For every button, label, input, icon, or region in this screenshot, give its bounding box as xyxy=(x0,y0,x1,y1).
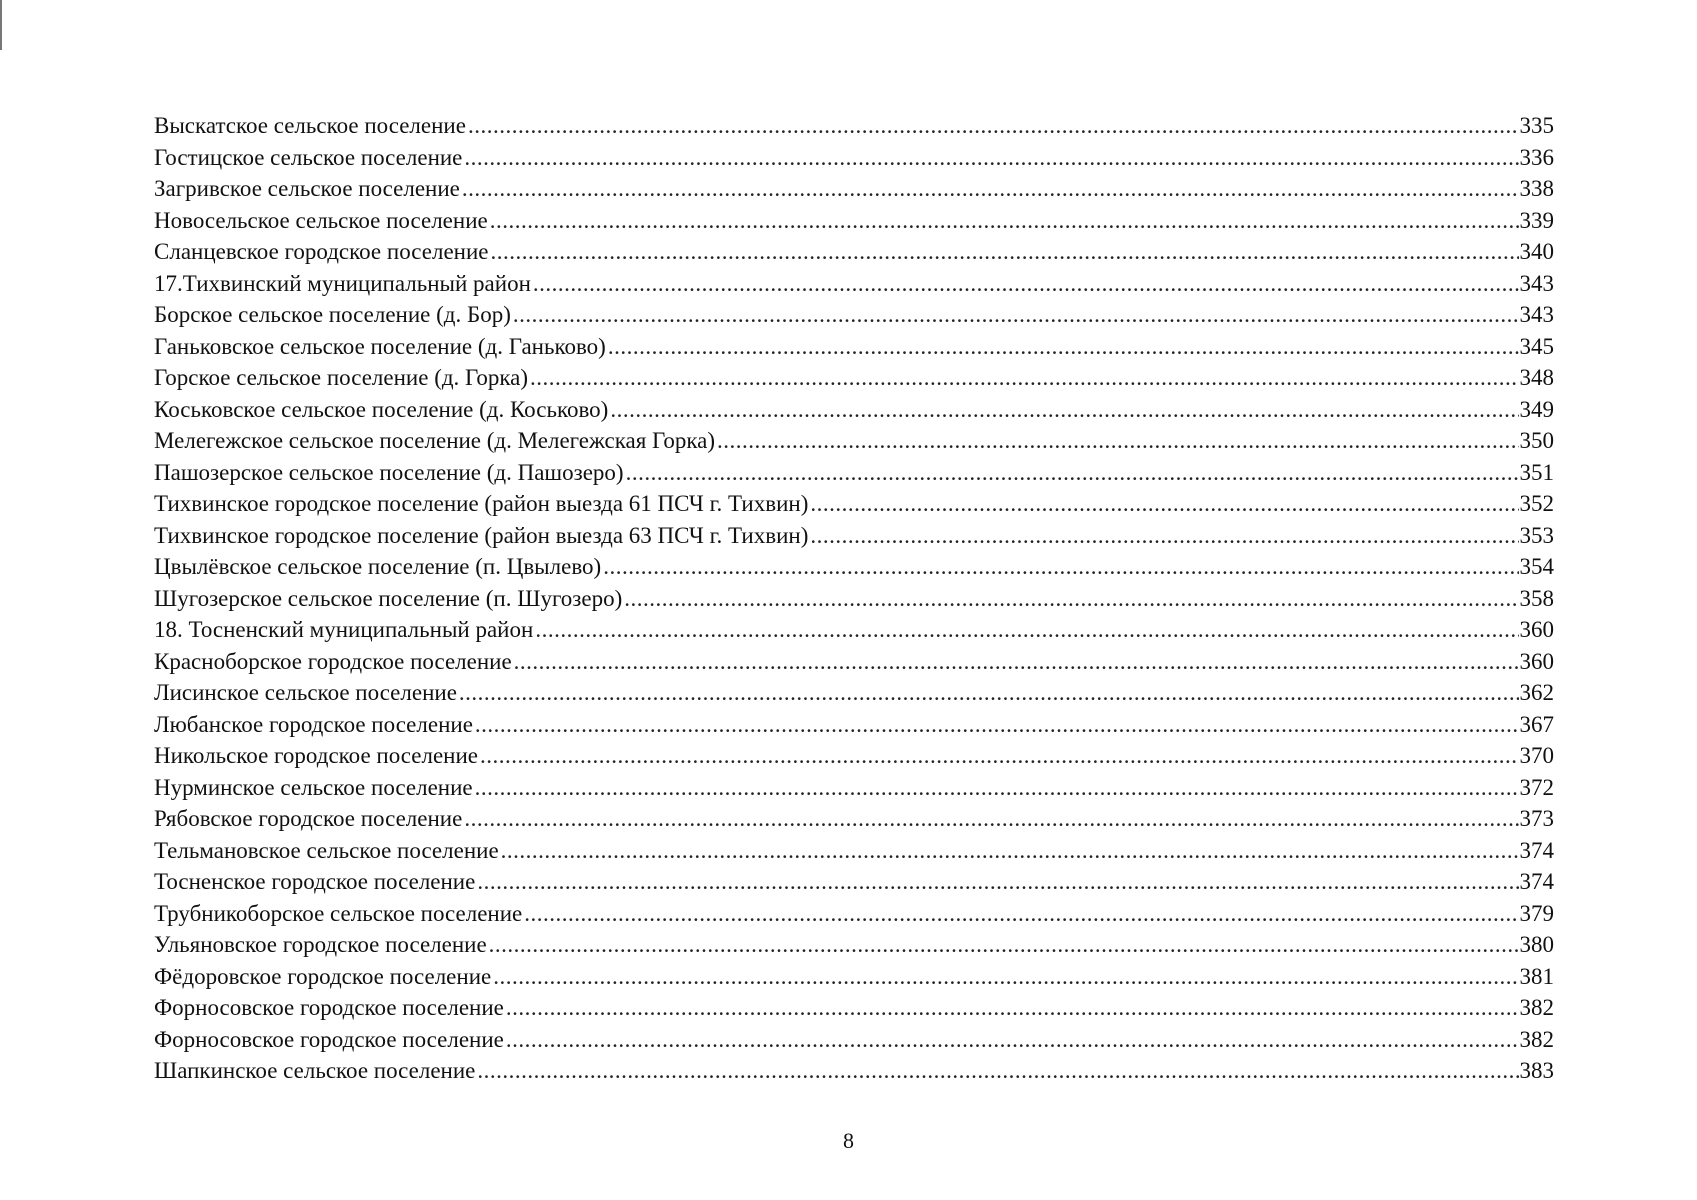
toc-dot-leader xyxy=(477,1055,1518,1087)
toc-entry[interactable] xyxy=(154,740,1554,772)
toc-entry[interactable] xyxy=(154,803,1554,835)
toc-entry-title: Никольское городское поселение xyxy=(154,743,478,768)
toc-dot-leader xyxy=(524,898,1518,930)
toc-entry-page-number: 379 xyxy=(1519,900,1554,926)
toc-entry-page-number: 367 xyxy=(1519,711,1554,737)
toc-entry-page-number: 340 xyxy=(1519,239,1554,264)
scan-edge-mark xyxy=(0,0,2,50)
toc-entry-title: Тихвинское городское поселение (район выезда 63 ПСЧ г. Тихвин) xyxy=(154,522,809,548)
toc-entry[interactable] xyxy=(154,898,1554,930)
toc-entry-title: Трубникоборское сельское поселение xyxy=(154,900,523,926)
toc-entry-page-number: 360 xyxy=(1519,648,1554,674)
toc-entry[interactable] xyxy=(154,614,1554,646)
toc-dot-leader xyxy=(506,1024,1519,1056)
toc-dot-leader xyxy=(810,520,1518,552)
toc-entry-title: Загривское сельское поселение xyxy=(154,176,460,201)
toc-dot-leader xyxy=(608,331,1519,363)
toc-dot-leader xyxy=(533,268,1519,300)
toc-entry-title: Коськовское сельское поселение (д. Коськово) xyxy=(154,396,609,422)
toc-dot-leader xyxy=(530,362,1518,394)
toc-entry-title: Фёдоровское городское поселение xyxy=(154,963,492,989)
toc-entry-title: Цвылёвское сельское поселение (п. Цвылево) xyxy=(154,554,602,579)
toc-entry-page-number: 370 xyxy=(1519,743,1554,768)
table-of-contents xyxy=(154,110,1554,1087)
toc-entry-title: Шапкинское сельское поселение xyxy=(154,1058,476,1083)
toc-dot-leader xyxy=(610,394,1518,426)
toc-entry-title: Борское сельское поселение (д. Бор) xyxy=(154,302,511,327)
toc-entry-title: Нурминское сельское поселение xyxy=(154,774,473,800)
toc-dot-leader xyxy=(464,803,1518,835)
page-number: 8 xyxy=(843,1128,854,1153)
toc-entry-title: Ганьковское сельское поселение (д. Ганьково) xyxy=(154,333,606,359)
toc-dot-leader xyxy=(624,583,1518,615)
toc-entry[interactable] xyxy=(154,961,1554,993)
toc-entry[interactable] xyxy=(154,709,1554,741)
toc-entry-page-number: 349 xyxy=(1519,396,1554,422)
toc-entry-title: Мелегежское сельское поселение (д. Мелегежская Горка) xyxy=(154,428,716,453)
toc-dot-leader xyxy=(475,772,1519,804)
toc-entry-page-number: 336 xyxy=(1519,144,1554,170)
toc-entry[interactable] xyxy=(154,992,1554,1024)
toc-entry-page-number: 372 xyxy=(1519,774,1554,800)
toc-dot-leader xyxy=(535,614,1518,646)
toc-entry[interactable] xyxy=(154,236,1554,268)
toc-entry-page-number: 380 xyxy=(1519,932,1554,957)
toc-entry-page-number: 374 xyxy=(1519,837,1554,863)
toc-entry[interactable] xyxy=(154,583,1554,615)
toc-dot-leader xyxy=(603,551,1518,583)
toc-dot-leader xyxy=(468,110,1519,142)
toc-entry-title: Гостицское сельское поселение xyxy=(154,144,463,170)
toc-entry[interactable] xyxy=(154,646,1554,678)
toc-entry-title: Выскатское сельское поселение xyxy=(154,113,466,138)
toc-entry[interactable] xyxy=(154,173,1554,205)
toc-dot-leader xyxy=(480,740,1519,772)
toc-dot-leader xyxy=(462,173,1519,205)
toc-dot-leader xyxy=(459,677,1519,709)
toc-entry-title: Шугозерское сельское поселение (п. Шугозеро) xyxy=(154,585,623,611)
toc-entry-title: Любанское городское поселение xyxy=(154,711,473,737)
toc-entry-title: Тихвинское городское поселение (район выезда 61 ПСЧ г. Тихвин) xyxy=(154,491,809,516)
toc-entry-page-number: 362 xyxy=(1519,680,1554,705)
toc-dot-leader xyxy=(489,929,1519,961)
toc-entry[interactable] xyxy=(154,866,1554,898)
toc-entry[interactable] xyxy=(154,394,1554,426)
toc-entry-page-number: 360 xyxy=(1519,617,1554,642)
toc-dot-leader xyxy=(501,835,1519,867)
toc-entry-page-number: 339 xyxy=(1519,207,1554,233)
toc-entry[interactable] xyxy=(154,551,1554,583)
toc-dot-leader xyxy=(475,709,1519,741)
toc-entry-page-number: 335 xyxy=(1519,113,1554,138)
toc-entry[interactable] xyxy=(154,268,1554,300)
toc-dot-leader xyxy=(490,236,1518,268)
toc-entry-page-number: 381 xyxy=(1519,963,1554,989)
toc-entry[interactable] xyxy=(154,425,1554,457)
toc-dot-leader xyxy=(513,299,1519,331)
toc-entry[interactable] xyxy=(154,835,1554,867)
toc-entry-title: Форносовское городское поселение xyxy=(154,995,504,1020)
toc-dot-leader xyxy=(490,205,1519,237)
toc-entry-title: Лисинское сельское поселение xyxy=(154,680,457,705)
toc-entry-title: Новосельское сельское поселение xyxy=(154,207,488,233)
toc-entry[interactable] xyxy=(154,488,1554,520)
toc-entry-title: 18. Тосненский муниципальный район xyxy=(154,617,534,642)
toc-entry-page-number: 338 xyxy=(1519,176,1554,201)
toc-entry-title: Пашозерское сельское поселение (д. Пашозеро) xyxy=(154,459,624,485)
toc-entry[interactable] xyxy=(154,772,1554,804)
toc-entry-page-number: 358 xyxy=(1519,585,1554,611)
toc-entry-page-number: 383 xyxy=(1519,1058,1554,1083)
toc-dot-leader xyxy=(626,457,1519,489)
toc-entry-title: Сланцевское городское поселение xyxy=(154,239,489,264)
toc-entry-page-number: 374 xyxy=(1519,869,1554,894)
toc-entry-page-number: 373 xyxy=(1519,806,1554,831)
toc-entry-page-number: 343 xyxy=(1519,302,1554,327)
toc-entry[interactable] xyxy=(154,677,1554,709)
toc-dot-leader xyxy=(514,646,1519,678)
toc-dot-leader xyxy=(810,488,1518,520)
toc-entry[interactable] xyxy=(154,457,1554,489)
toc-entry[interactable] xyxy=(154,205,1554,237)
toc-entry-page-number: 350 xyxy=(1519,428,1554,453)
toc-entry-title: Тельмановское сельское поселение xyxy=(154,837,499,863)
toc-entry[interactable] xyxy=(154,110,1554,142)
toc-entry[interactable] xyxy=(154,1055,1554,1087)
toc-entry[interactable] xyxy=(154,520,1554,552)
toc-dot-leader xyxy=(464,142,1518,174)
toc-entry-title: Рябовское городское поселение xyxy=(154,806,463,831)
toc-dot-leader xyxy=(493,961,1518,993)
toc-entry-page-number: 353 xyxy=(1519,522,1554,548)
toc-entry-page-number: 348 xyxy=(1519,365,1554,390)
toc-entry-page-number: 343 xyxy=(1519,270,1554,296)
toc-entry[interactable] xyxy=(154,331,1554,363)
toc-entry[interactable] xyxy=(154,362,1554,394)
toc-entry[interactable] xyxy=(154,1024,1554,1056)
toc-entry-page-number: 352 xyxy=(1519,491,1554,516)
toc-entry-page-number: 351 xyxy=(1519,459,1554,485)
toc-dot-leader xyxy=(506,992,1519,1024)
toc-entry-title: Красноборское городское поселение xyxy=(154,648,512,674)
toc-entry[interactable] xyxy=(154,142,1554,174)
toc-entry-page-number: 382 xyxy=(1519,1026,1554,1052)
toc-dot-leader xyxy=(717,425,1518,457)
toc-entry-title: Горское сельское поселение (д. Горка) xyxy=(154,365,529,390)
toc-entry-page-number: 382 xyxy=(1519,995,1554,1020)
toc-entry-title: 17.Тихвинский муниципальный район xyxy=(154,270,531,296)
toc-dot-leader xyxy=(477,866,1518,898)
toc-entry[interactable] xyxy=(154,299,1554,331)
toc-entry-page-number: 354 xyxy=(1519,554,1554,579)
toc-entry-title: Форносовское городское поселение xyxy=(154,1026,504,1052)
toc-entry-page-number: 345 xyxy=(1519,333,1554,359)
toc-entry[interactable] xyxy=(154,929,1554,961)
toc-entry-title: Ульяновское городское поселение xyxy=(154,932,487,957)
toc-entry-title: Тосненское городское поселение xyxy=(154,869,476,894)
